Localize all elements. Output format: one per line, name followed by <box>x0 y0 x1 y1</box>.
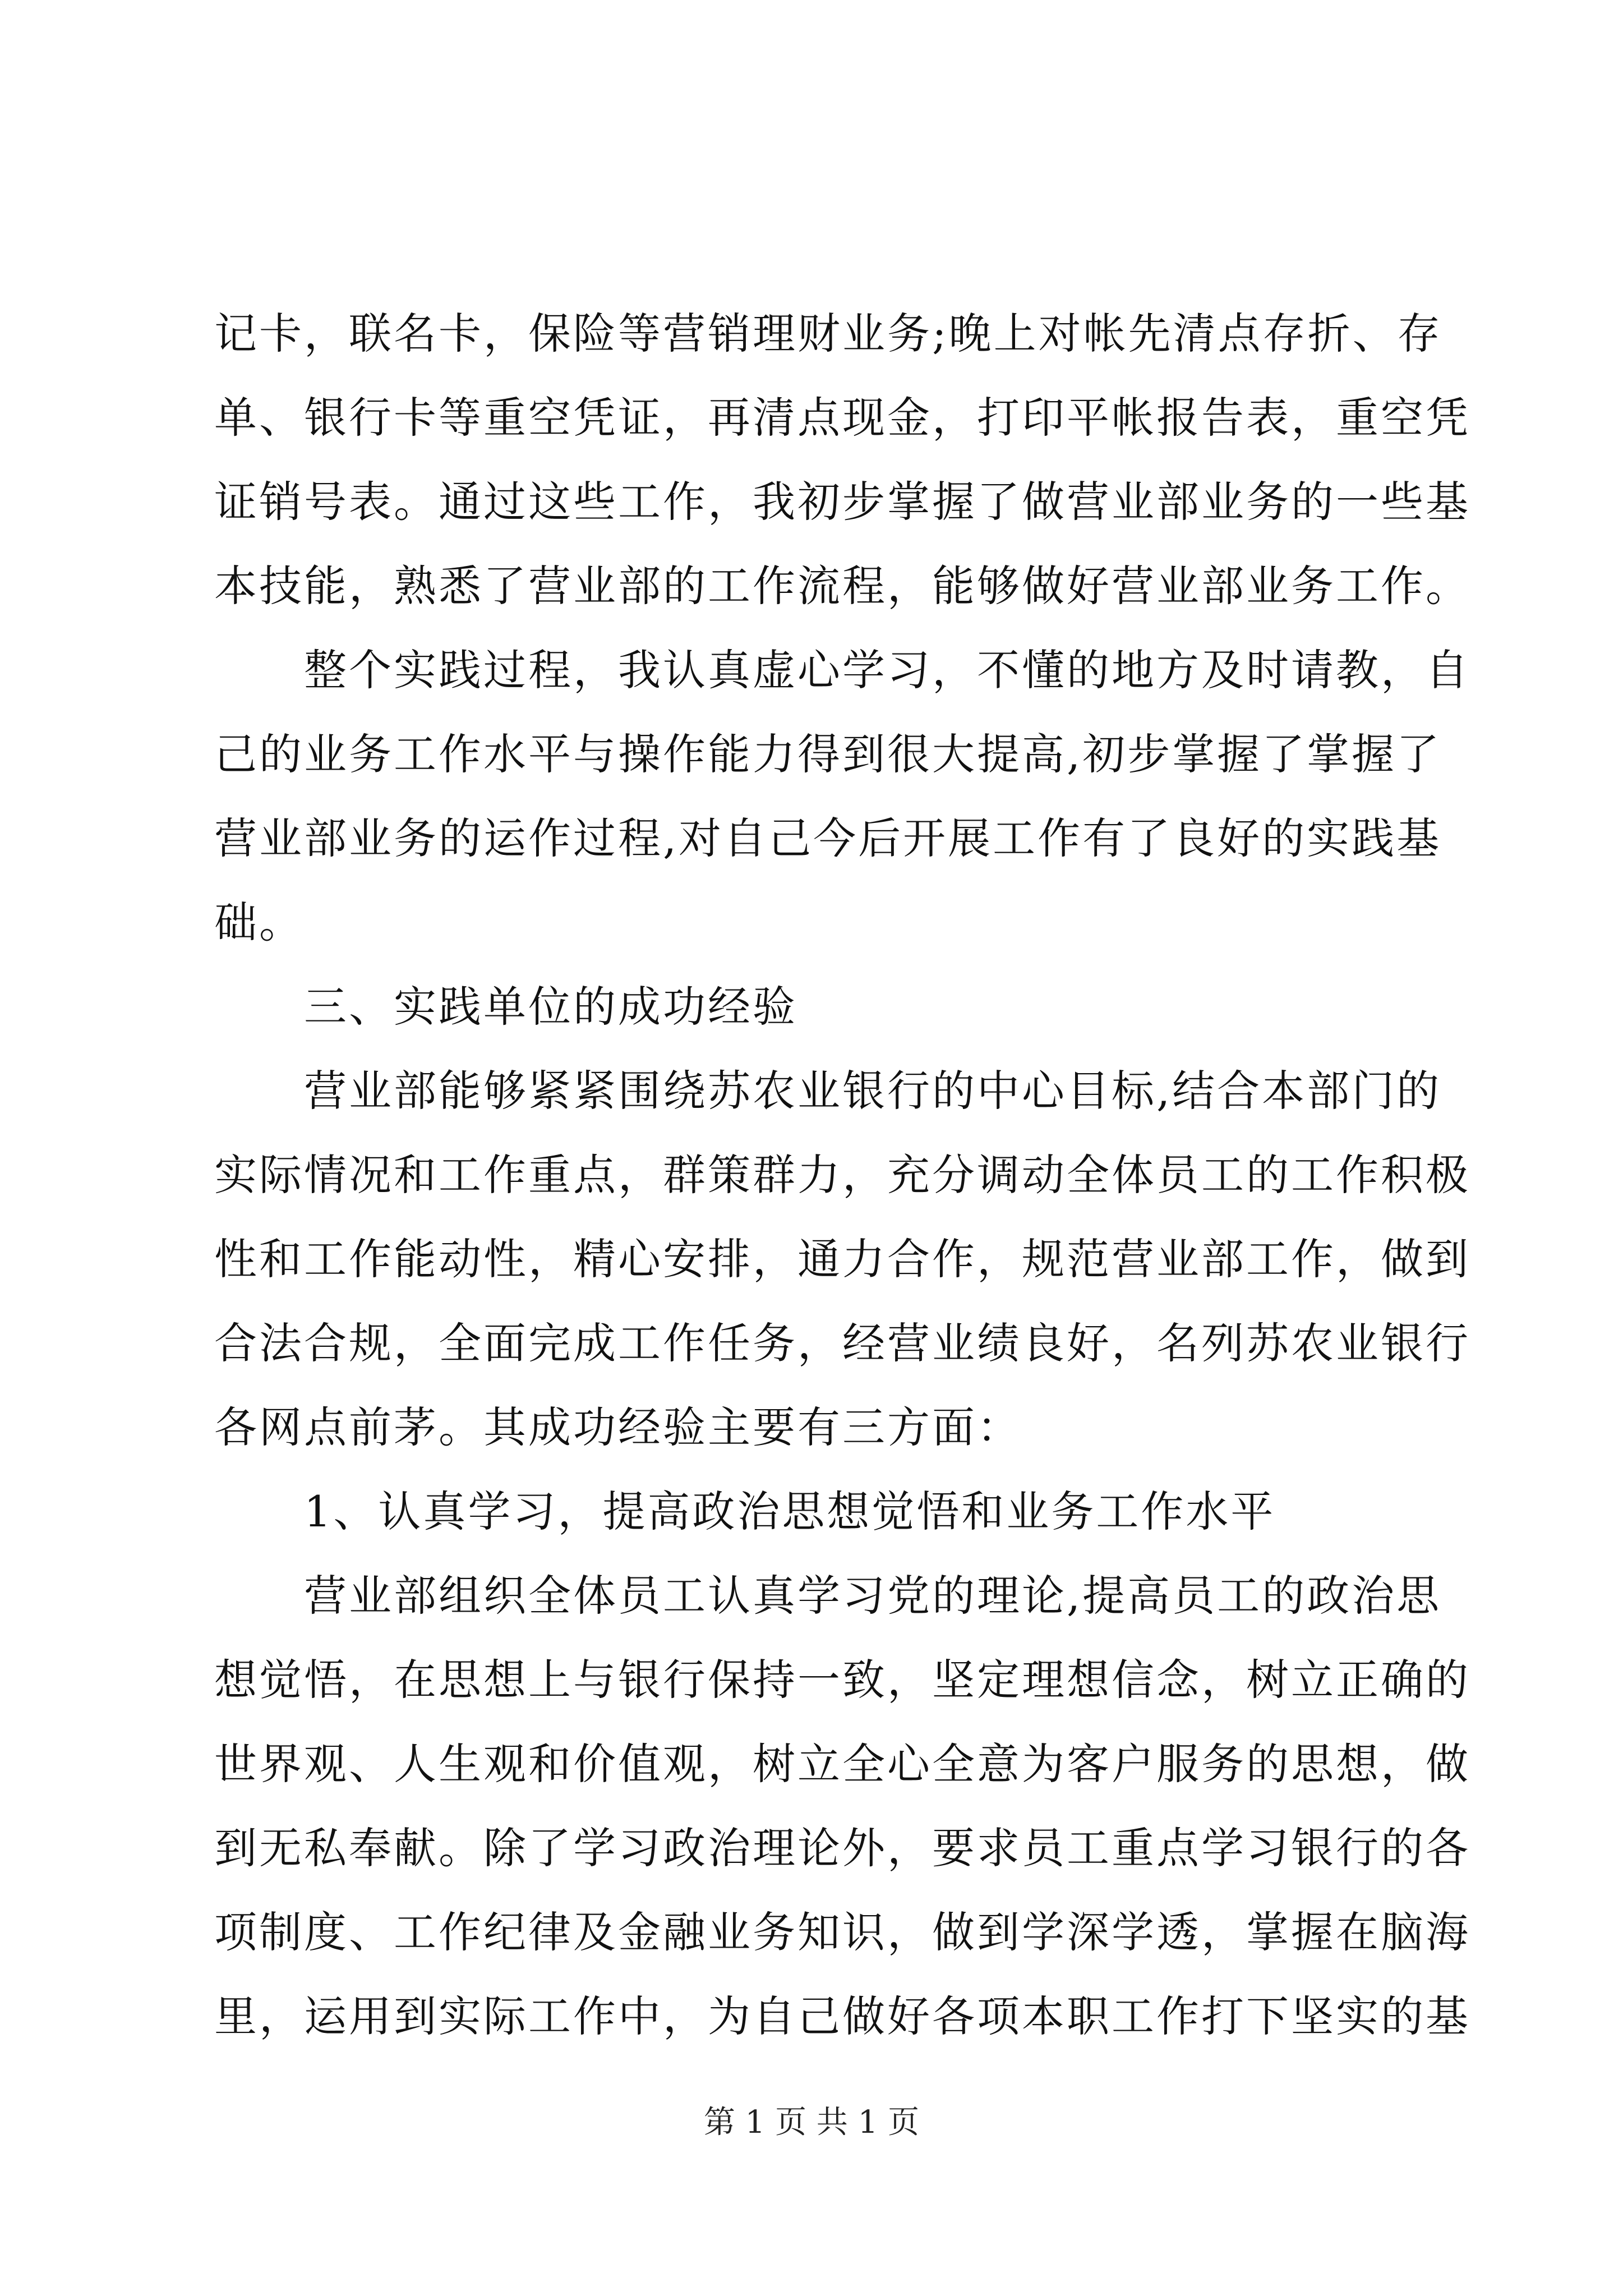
text-line-10: 营业部能够紧紧围绕苏农业银行的中心目标,结合本部门的 <box>304 1066 1442 1116</box>
text-line-16: 营业部组织全体员工认真学习党的理论,提高员工的政治思 <box>304 1571 1442 1621</box>
text-line-6: 己的业务工作水平与操作能力得到很大提高,初步掌握了掌握了 <box>214 729 1442 779</box>
text-line-17: 想觉悟，在思想上与银行保持一致，坚定理想信念，树立正确的 <box>214 1655 1470 1705</box>
text-line-7: 营业部业务的运作过程,对自己今后开展工作有了良好的实践基 <box>214 813 1442 863</box>
text-line-19: 到无私奉献。除了学习政治理论外，要求员工重点学习银行的各 <box>214 1823 1470 1873</box>
section-heading-3: 三、实践单位的成功经验 <box>304 982 797 1032</box>
text-line-20: 项制度、工作纪律及金融业务知识，做到学深学透，掌握在脑海 <box>214 1907 1470 1957</box>
text-line-14: 各网点前茅。其成功经验主要有三方面： <box>214 1402 1022 1452</box>
subsection-heading-1: 1、认真学习，提高政治思想觉悟和业务工作水平 <box>304 1487 1276 1536</box>
text-line-21: 里，运用到实际工作中，为自己做好各项本职工作打下坚实的基 <box>214 1991 1470 2041</box>
text-line-18: 世界观、人生观和价值观，树立全心全意为客户服务的思想，做 <box>214 1739 1470 1789</box>
text-line-1: 记卡，联名卡，保险等营销理财业务;晚上对帐先清点存折、存 <box>214 309 1442 358</box>
text-line-3: 证销号表。通过这些工作，我初步掌握了做营业部业务的一些基 <box>214 477 1470 527</box>
text-line-11: 实际情况和工作重点，群策群力，充分调动全体员工的工作积极 <box>214 1150 1470 1200</box>
text-line-5: 整个实践过程，我认真虚心学习，不懂的地方及时请教，自 <box>304 645 1470 695</box>
text-line-8: 础。 <box>214 898 304 947</box>
page-footer: 第 1 页 共 1 页 <box>703 2104 920 2141</box>
text-line-13: 合法合规，全面完成工作任务，经营业绩良好，名列苏农业银行 <box>214 1318 1470 1368</box>
text-line-12: 性和工作能动性，精心安排，通力合作，规范营业部工作，做到 <box>214 1234 1470 1284</box>
document-body <box>214 292 1470 2059</box>
text-line-4: 本技能，熟悉了营业部的工作流程，能够做好营业部业务工作。 <box>214 561 1470 611</box>
text-line-2: 单、银行卡等重空凭证，再清点现金，打印平帐报告表，重空凭 <box>214 393 1470 443</box>
